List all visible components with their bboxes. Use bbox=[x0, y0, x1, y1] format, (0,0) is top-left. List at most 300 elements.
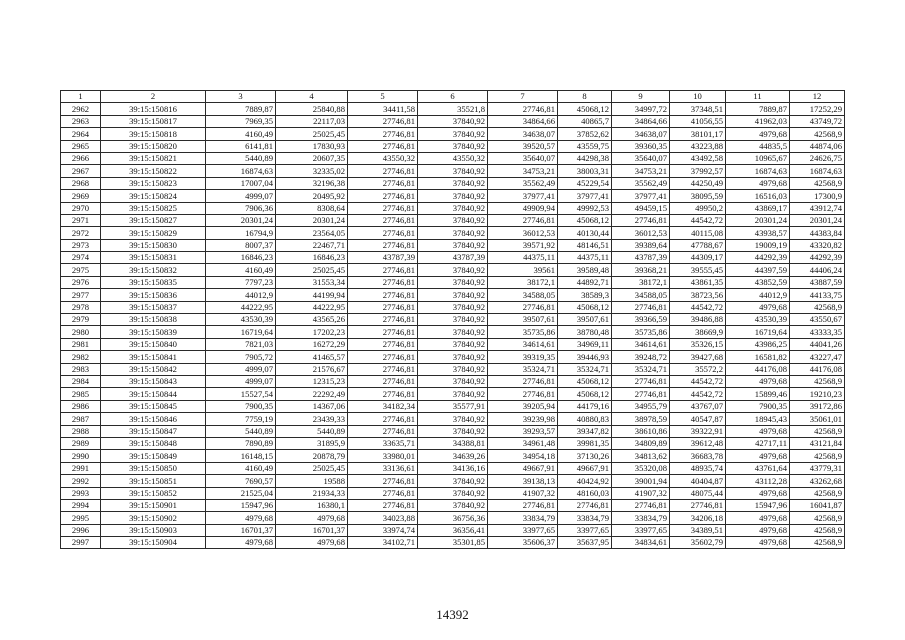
value-cell: 37840,92 bbox=[418, 425, 488, 437]
table-row bbox=[61, 512, 845, 524]
value-cell: 27746,81 bbox=[348, 128, 418, 140]
value-cell: 16701,37 bbox=[276, 524, 348, 536]
table-row bbox=[61, 227, 845, 239]
value-cell: 43550,32 bbox=[348, 152, 418, 164]
value-cell: 42568,9 bbox=[790, 487, 845, 499]
value-cell: 17300,9 bbox=[790, 190, 845, 202]
value-cell: 27746,81 bbox=[348, 227, 418, 239]
value-cell: 27746,81 bbox=[348, 487, 418, 499]
value-cell: 43227,47 bbox=[790, 351, 845, 363]
value-cell: 48146,51 bbox=[558, 239, 612, 251]
row-number-cell: 2973 bbox=[61, 239, 101, 251]
cadastral-number-cell: 39:15:150835 bbox=[101, 276, 206, 288]
value-cell: 27746,81 bbox=[348, 363, 418, 375]
row-number-cell: 2974 bbox=[61, 252, 101, 264]
value-cell: 41907,32 bbox=[612, 487, 670, 499]
cadastral-number-cell: 39:15:150842 bbox=[101, 363, 206, 375]
row-number-cell: 2992 bbox=[61, 475, 101, 487]
value-cell: 43912,74 bbox=[790, 202, 845, 214]
row-number-cell: 2989 bbox=[61, 437, 101, 449]
value-cell: 4979,68 bbox=[726, 524, 790, 536]
row-number-cell: 2962 bbox=[61, 103, 101, 115]
value-cell: 27746,81 bbox=[488, 388, 558, 400]
value-cell: 39507,61 bbox=[488, 314, 558, 326]
value-cell: 27746,81 bbox=[348, 388, 418, 400]
row-number-cell: 2997 bbox=[61, 537, 101, 549]
cadastral-number-cell: 39:15:150848 bbox=[101, 437, 206, 449]
value-cell: 43869,17 bbox=[726, 202, 790, 214]
value-cell: 43887,59 bbox=[790, 276, 845, 288]
value-cell: 4979,68 bbox=[206, 512, 276, 524]
value-cell: 23439,33 bbox=[276, 413, 348, 425]
cadastral-number-cell: 39:15:150903 bbox=[101, 524, 206, 536]
value-cell: 42568,9 bbox=[790, 375, 845, 387]
row-number-cell: 2975 bbox=[61, 264, 101, 276]
value-cell: 33834,79 bbox=[558, 512, 612, 524]
table-row bbox=[61, 239, 845, 251]
table-row bbox=[61, 462, 845, 474]
value-cell: 7890,89 bbox=[206, 437, 276, 449]
value-cell: 27746,81 bbox=[488, 375, 558, 387]
value-cell: 43223,88 bbox=[670, 140, 726, 152]
cadastral-number-cell: 39:15:150845 bbox=[101, 400, 206, 412]
value-cell: 38780,48 bbox=[558, 326, 612, 338]
table-row bbox=[61, 326, 845, 338]
value-cell: 4160,49 bbox=[206, 264, 276, 276]
value-cell: 42717,11 bbox=[726, 437, 790, 449]
value-cell: 37840,92 bbox=[418, 227, 488, 239]
row-number-cell: 2986 bbox=[61, 400, 101, 412]
value-cell: 16581,82 bbox=[726, 351, 790, 363]
cadastral-number-cell: 39:15:150846 bbox=[101, 413, 206, 425]
table-row bbox=[61, 413, 845, 425]
value-cell: 37840,92 bbox=[418, 115, 488, 127]
value-cell: 42568,9 bbox=[790, 450, 845, 462]
value-cell: 41907,32 bbox=[488, 487, 558, 499]
value-cell: 37977,41 bbox=[558, 190, 612, 202]
value-cell: 34614,61 bbox=[612, 338, 670, 350]
value-cell: 35602,79 bbox=[670, 537, 726, 549]
value-cell: 14367,06 bbox=[276, 400, 348, 412]
value-cell: 34588,05 bbox=[488, 289, 558, 301]
value-cell: 39248,72 bbox=[612, 351, 670, 363]
table-row bbox=[61, 450, 845, 462]
value-cell: 43320,82 bbox=[790, 239, 845, 251]
value-cell: 4979,68 bbox=[726, 128, 790, 140]
row-number-cell: 2991 bbox=[61, 462, 101, 474]
value-cell: 44250,49 bbox=[670, 177, 726, 189]
cadastral-number-cell: 39:15:150821 bbox=[101, 152, 206, 164]
cadastral-number-cell: 39:15:150849 bbox=[101, 450, 206, 462]
value-cell: 39138,13 bbox=[488, 475, 558, 487]
cadastral-number-cell: 39:15:150827 bbox=[101, 214, 206, 226]
value-cell: 32196,38 bbox=[276, 177, 348, 189]
column-header: 7 bbox=[488, 91, 558, 103]
value-cell: 33136,61 bbox=[348, 462, 418, 474]
column-header: 11 bbox=[726, 91, 790, 103]
cadastral-number-cell: 39:15:150825 bbox=[101, 202, 206, 214]
value-cell: 44309,17 bbox=[670, 252, 726, 264]
row-number-cell: 2981 bbox=[61, 338, 101, 350]
row-number-cell: 2971 bbox=[61, 214, 101, 226]
value-cell: 39368,21 bbox=[612, 264, 670, 276]
value-cell: 39347,82 bbox=[558, 425, 612, 437]
value-cell: 36683,78 bbox=[670, 450, 726, 462]
value-cell: 35572,2 bbox=[670, 363, 726, 375]
row-number-cell: 2976 bbox=[61, 276, 101, 288]
value-cell: 34961,48 bbox=[488, 437, 558, 449]
value-cell: 37840,92 bbox=[418, 264, 488, 276]
value-cell: 34588,05 bbox=[612, 289, 670, 301]
value-cell: 27746,81 bbox=[348, 289, 418, 301]
cadastral-number-cell: 39:15:150844 bbox=[101, 388, 206, 400]
value-cell: 43787,39 bbox=[612, 252, 670, 264]
value-cell: 4160,49 bbox=[206, 128, 276, 140]
value-cell: 40880,83 bbox=[558, 413, 612, 425]
value-cell: 15899,46 bbox=[726, 388, 790, 400]
value-cell: 31553,34 bbox=[276, 276, 348, 288]
value-cell: 38589,3 bbox=[558, 289, 612, 301]
value-cell: 21576,67 bbox=[276, 363, 348, 375]
value-cell: 33834,79 bbox=[612, 512, 670, 524]
value-cell: 44041,26 bbox=[790, 338, 845, 350]
value-cell: 40547,87 bbox=[670, 413, 726, 425]
value-cell: 27746,81 bbox=[348, 413, 418, 425]
value-cell: 7690,57 bbox=[206, 475, 276, 487]
value-cell: 27746,81 bbox=[348, 425, 418, 437]
value-cell: 42568,9 bbox=[790, 425, 845, 437]
value-cell: 41962,03 bbox=[726, 115, 790, 127]
value-cell: 42568,9 bbox=[790, 524, 845, 536]
value-cell: 33980,01 bbox=[348, 450, 418, 462]
value-cell: 34638,07 bbox=[612, 128, 670, 140]
page-number: 14392 bbox=[436, 607, 469, 622]
row-number-cell: 2988 bbox=[61, 425, 101, 437]
column-header: 5 bbox=[348, 91, 418, 103]
value-cell: 36756,36 bbox=[418, 512, 488, 524]
column-header: 9 bbox=[612, 91, 670, 103]
value-cell: 16380,1 bbox=[276, 499, 348, 511]
value-cell: 38610,86 bbox=[612, 425, 670, 437]
value-cell: 37840,92 bbox=[418, 413, 488, 425]
value-cell: 8007,37 bbox=[206, 239, 276, 251]
value-cell: 27746,81 bbox=[348, 190, 418, 202]
column-header: 10 bbox=[670, 91, 726, 103]
value-cell: 37992,57 bbox=[670, 165, 726, 177]
value-cell: 17830,93 bbox=[276, 140, 348, 152]
value-cell: 4999,07 bbox=[206, 363, 276, 375]
value-cell: 37840,92 bbox=[418, 388, 488, 400]
value-cell: 43779,31 bbox=[790, 462, 845, 474]
value-cell: 41056,55 bbox=[670, 115, 726, 127]
value-cell: 27746,81 bbox=[348, 301, 418, 313]
table-row bbox=[61, 524, 845, 536]
value-cell: 34864,66 bbox=[488, 115, 558, 127]
row-number-cell: 2995 bbox=[61, 512, 101, 524]
value-cell: 16874,63 bbox=[726, 165, 790, 177]
value-cell: 37977,41 bbox=[612, 190, 670, 202]
value-cell: 27746,81 bbox=[348, 165, 418, 177]
value-cell: 43492,58 bbox=[670, 152, 726, 164]
value-cell: 35061,01 bbox=[790, 413, 845, 425]
value-cell: 27746,81 bbox=[488, 103, 558, 115]
value-cell: 39589,48 bbox=[558, 264, 612, 276]
value-cell: 48160,03 bbox=[558, 487, 612, 499]
value-cell: 20301,24 bbox=[276, 214, 348, 226]
value-cell: 44199,94 bbox=[276, 289, 348, 301]
value-cell: 20495,92 bbox=[276, 190, 348, 202]
value-cell: 4979,68 bbox=[726, 425, 790, 437]
row-number-cell: 2983 bbox=[61, 363, 101, 375]
value-cell: 49992,53 bbox=[558, 202, 612, 214]
table-row bbox=[61, 314, 845, 326]
column-header: 3 bbox=[206, 91, 276, 103]
table-row bbox=[61, 289, 845, 301]
value-cell: 27746,81 bbox=[348, 499, 418, 511]
value-cell: 16516,03 bbox=[726, 190, 790, 202]
table-row bbox=[61, 214, 845, 226]
value-cell: 42568,9 bbox=[790, 177, 845, 189]
value-cell: 43761,64 bbox=[726, 462, 790, 474]
value-cell: 15947,96 bbox=[726, 499, 790, 511]
value-cell: 27746,81 bbox=[488, 499, 558, 511]
table-row bbox=[61, 165, 845, 177]
value-cell: 39389,64 bbox=[612, 239, 670, 251]
value-cell: 37977,41 bbox=[488, 190, 558, 202]
value-cell: 49667,91 bbox=[558, 462, 612, 474]
value-cell: 43121,84 bbox=[790, 437, 845, 449]
value-cell: 16041,87 bbox=[790, 499, 845, 511]
cadastral-number-cell: 39:15:150841 bbox=[101, 351, 206, 363]
table-row bbox=[61, 115, 845, 127]
cadastral-number-cell: 39:15:150830 bbox=[101, 239, 206, 251]
row-number-cell: 2965 bbox=[61, 140, 101, 152]
value-cell: 37840,92 bbox=[418, 214, 488, 226]
value-cell: 27746,81 bbox=[670, 499, 726, 511]
value-cell: 39319,35 bbox=[488, 351, 558, 363]
value-cell: 39366,59 bbox=[612, 314, 670, 326]
cadastral-number-cell: 39:15:150851 bbox=[101, 475, 206, 487]
value-cell: 25025,45 bbox=[276, 264, 348, 276]
value-cell: 49667,91 bbox=[488, 462, 558, 474]
value-cell: 16846,23 bbox=[206, 252, 276, 264]
value-cell: 20301,24 bbox=[206, 214, 276, 226]
value-cell: 22117,03 bbox=[276, 115, 348, 127]
cadastral-number-cell: 39:15:150831 bbox=[101, 252, 206, 264]
value-cell: 35324,71 bbox=[612, 363, 670, 375]
value-cell: 44179,16 bbox=[558, 400, 612, 412]
row-number-cell: 2980 bbox=[61, 326, 101, 338]
value-cell: 38101,17 bbox=[670, 128, 726, 140]
value-cell: 39205,94 bbox=[488, 400, 558, 412]
cadastral-number-cell: 39:15:150818 bbox=[101, 128, 206, 140]
value-cell: 38723,56 bbox=[670, 289, 726, 301]
value-cell: 16719,64 bbox=[206, 326, 276, 338]
table-row bbox=[61, 190, 845, 202]
row-number-cell: 2966 bbox=[61, 152, 101, 164]
table-row bbox=[61, 301, 845, 313]
value-cell: 43333,35 bbox=[790, 326, 845, 338]
value-cell: 33977,65 bbox=[612, 524, 670, 536]
value-cell: 34388,81 bbox=[418, 437, 488, 449]
value-cell: 37840,92 bbox=[418, 487, 488, 499]
data-table bbox=[60, 90, 845, 549]
value-cell: 16874,63 bbox=[790, 165, 845, 177]
row-number-cell: 2963 bbox=[61, 115, 101, 127]
column-header: 12 bbox=[790, 91, 845, 103]
value-cell: 34864,66 bbox=[612, 115, 670, 127]
value-cell: 38669,9 bbox=[670, 326, 726, 338]
value-cell: 35301,85 bbox=[418, 537, 488, 549]
value-cell: 43767,07 bbox=[670, 400, 726, 412]
value-cell: 17202,23 bbox=[276, 326, 348, 338]
table-row bbox=[61, 177, 845, 189]
value-cell: 24626,75 bbox=[790, 152, 845, 164]
cadastral-number-cell: 39:15:150901 bbox=[101, 499, 206, 511]
value-cell: 44542,72 bbox=[670, 375, 726, 387]
value-cell: 4979,68 bbox=[726, 177, 790, 189]
value-cell: 39001,94 bbox=[612, 475, 670, 487]
value-cell: 20607,35 bbox=[276, 152, 348, 164]
row-number-cell: 2967 bbox=[61, 165, 101, 177]
value-cell: 45068,12 bbox=[558, 301, 612, 313]
value-cell: 43986,25 bbox=[726, 338, 790, 350]
value-cell: 35562,49 bbox=[488, 177, 558, 189]
column-header: 4 bbox=[276, 91, 348, 103]
value-cell: 35640,07 bbox=[488, 152, 558, 164]
value-cell: 44292,39 bbox=[790, 252, 845, 264]
row-number-cell: 2968 bbox=[61, 177, 101, 189]
value-cell: 43938,57 bbox=[726, 227, 790, 239]
value-cell: 27746,81 bbox=[348, 115, 418, 127]
value-cell: 39555,45 bbox=[670, 264, 726, 276]
value-cell: 37840,92 bbox=[418, 276, 488, 288]
value-cell: 38003,31 bbox=[558, 165, 612, 177]
cadastral-number-cell: 39:15:150820 bbox=[101, 140, 206, 152]
value-cell: 7900,35 bbox=[206, 400, 276, 412]
value-cell: 43530,39 bbox=[206, 314, 276, 326]
value-cell: 5440,89 bbox=[276, 425, 348, 437]
cadastral-number-cell: 39:15:150852 bbox=[101, 487, 206, 499]
row-number-cell: 2977 bbox=[61, 289, 101, 301]
value-cell: 27746,81 bbox=[348, 338, 418, 350]
value-cell: 16794,9 bbox=[206, 227, 276, 239]
value-cell: 27746,81 bbox=[612, 214, 670, 226]
value-cell: 39427,68 bbox=[670, 351, 726, 363]
value-cell: 27746,81 bbox=[348, 264, 418, 276]
value-cell: 37840,92 bbox=[418, 326, 488, 338]
table-row bbox=[61, 140, 845, 152]
value-cell: 7969,35 bbox=[206, 115, 276, 127]
value-cell: 27746,81 bbox=[348, 214, 418, 226]
value-cell: 42568,9 bbox=[790, 301, 845, 313]
value-cell: 37840,92 bbox=[418, 165, 488, 177]
row-number-cell: 2972 bbox=[61, 227, 101, 239]
value-cell: 4979,68 bbox=[726, 537, 790, 549]
value-cell: 32335,02 bbox=[276, 165, 348, 177]
value-cell: 38172,1 bbox=[488, 276, 558, 288]
value-cell: 43852,59 bbox=[726, 276, 790, 288]
row-number-cell: 2964 bbox=[61, 128, 101, 140]
value-cell: 7889,87 bbox=[726, 103, 790, 115]
value-cell: 45229,54 bbox=[558, 177, 612, 189]
table-row bbox=[61, 375, 845, 387]
table-body bbox=[61, 91, 845, 549]
value-cell: 7906,36 bbox=[206, 202, 276, 214]
value-cell: 34753,21 bbox=[488, 165, 558, 177]
table-row bbox=[61, 425, 845, 437]
value-cell: 44012,9 bbox=[726, 289, 790, 301]
column-header: 1 bbox=[61, 91, 101, 103]
value-cell: 37840,92 bbox=[418, 177, 488, 189]
value-cell: 35324,71 bbox=[558, 363, 612, 375]
value-cell: 38172,1 bbox=[612, 276, 670, 288]
value-cell: 39360,35 bbox=[612, 140, 670, 152]
value-cell: 27746,81 bbox=[348, 375, 418, 387]
value-cell: 37840,92 bbox=[418, 363, 488, 375]
value-cell: 49909,94 bbox=[488, 202, 558, 214]
value-cell: 45068,12 bbox=[558, 388, 612, 400]
cadastral-number-cell: 39:15:150824 bbox=[101, 190, 206, 202]
value-cell: 20301,24 bbox=[790, 214, 845, 226]
value-cell: 42568,9 bbox=[790, 128, 845, 140]
value-cell: 34969,11 bbox=[558, 338, 612, 350]
value-cell: 43530,39 bbox=[726, 314, 790, 326]
value-cell: 44133,75 bbox=[790, 289, 845, 301]
value-cell: 7797,23 bbox=[206, 276, 276, 288]
value-cell: 39322,91 bbox=[670, 425, 726, 437]
value-cell: 4979,68 bbox=[726, 512, 790, 524]
value-cell: 27746,81 bbox=[488, 301, 558, 313]
cadastral-number-cell: 39:15:150837 bbox=[101, 301, 206, 313]
value-cell: 7821,03 bbox=[206, 338, 276, 350]
value-cell: 43112,28 bbox=[726, 475, 790, 487]
value-cell: 16148,15 bbox=[206, 450, 276, 462]
cadastral-number-cell: 39:15:150832 bbox=[101, 264, 206, 276]
value-cell: 37840,92 bbox=[418, 351, 488, 363]
value-cell: 8308,64 bbox=[276, 202, 348, 214]
value-cell: 37840,92 bbox=[418, 499, 488, 511]
value-cell: 27746,81 bbox=[612, 375, 670, 387]
value-cell: 34102,71 bbox=[348, 537, 418, 549]
value-cell: 33834,79 bbox=[488, 512, 558, 524]
value-cell: 37840,92 bbox=[418, 375, 488, 387]
value-cell: 44874,06 bbox=[790, 140, 845, 152]
value-cell: 38978,59 bbox=[612, 413, 670, 425]
value-cell: 38095,59 bbox=[670, 190, 726, 202]
value-cell: 35640,07 bbox=[612, 152, 670, 164]
table-row bbox=[61, 152, 845, 164]
row-number-cell: 2978 bbox=[61, 301, 101, 313]
cadastral-number-cell: 39:15:150843 bbox=[101, 375, 206, 387]
cadastral-number-cell: 39:15:150902 bbox=[101, 512, 206, 524]
value-cell: 44375,11 bbox=[558, 252, 612, 264]
value-cell: 44397,59 bbox=[726, 264, 790, 276]
value-cell: 33977,65 bbox=[558, 524, 612, 536]
value-cell: 39520,57 bbox=[488, 140, 558, 152]
value-cell: 34411,58 bbox=[348, 103, 418, 115]
value-cell: 31895,9 bbox=[276, 437, 348, 449]
value-cell: 27746,81 bbox=[558, 499, 612, 511]
value-cell: 43861,35 bbox=[670, 276, 726, 288]
cadastral-number-cell: 39:15:150840 bbox=[101, 338, 206, 350]
row-number-cell: 2990 bbox=[61, 450, 101, 462]
value-cell: 40404,87 bbox=[670, 475, 726, 487]
table-row bbox=[61, 202, 845, 214]
value-cell: 48935,74 bbox=[670, 462, 726, 474]
value-cell: 7905,72 bbox=[206, 351, 276, 363]
value-cell: 35320,08 bbox=[612, 462, 670, 474]
